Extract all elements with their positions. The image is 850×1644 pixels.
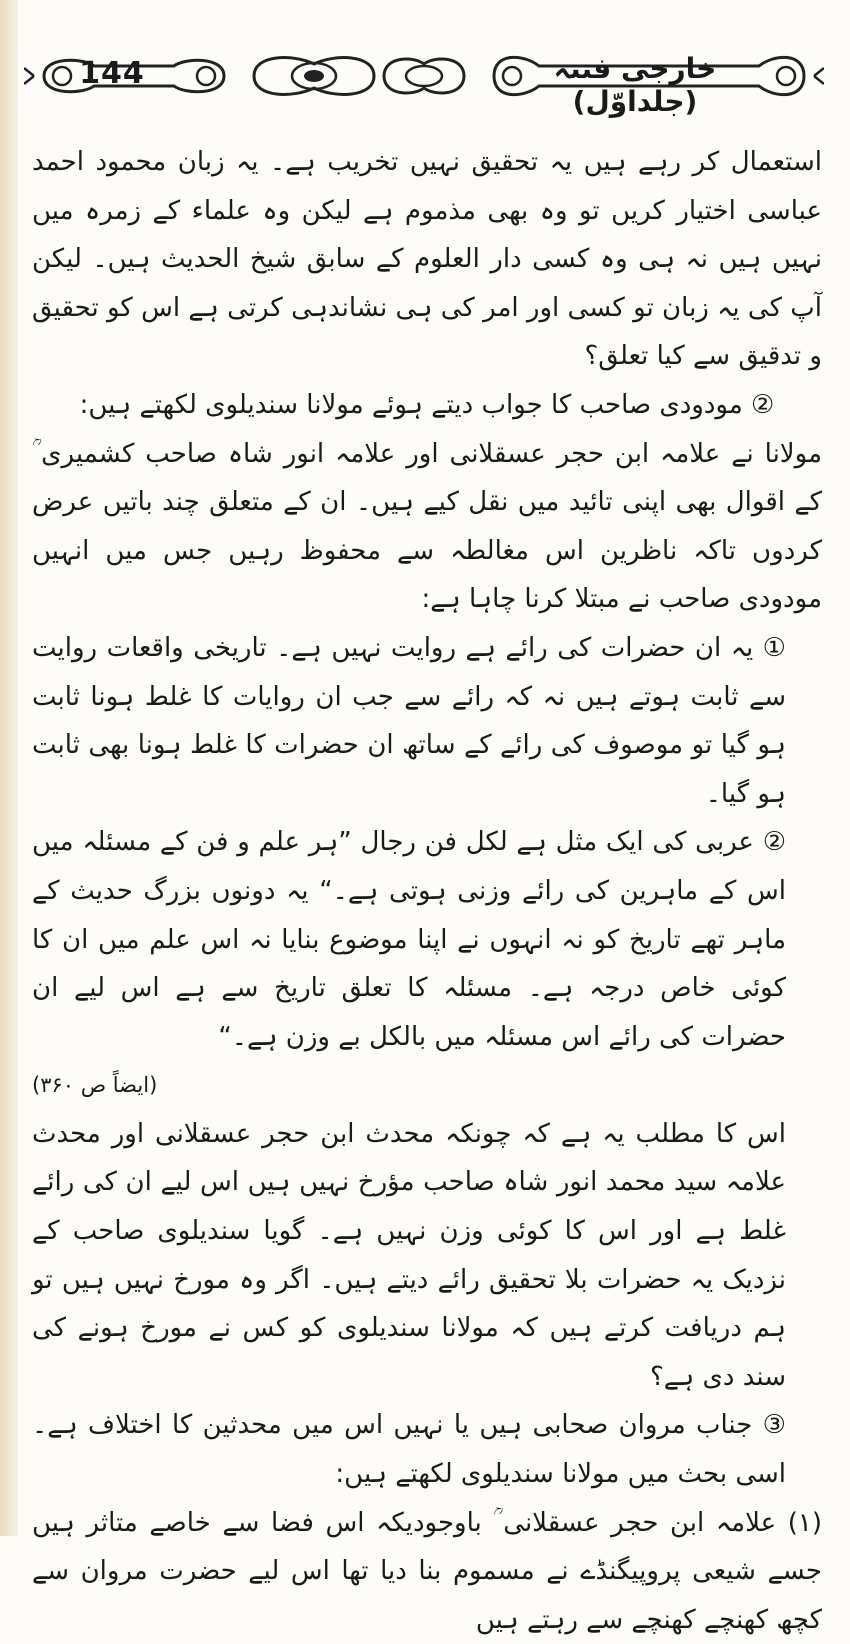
numbered-point: ② عربی کی ایک مثل ہے لکل فن رجال ”ہر علم و فن کے مسئلہ میں اس کے ماہرین کی رائے وزنی ہوتی ہے۔“ یہ دونوں بزرگ حدیث کے ماہر تھے تاریخ کو نہ انہوں نے اپنا موضوع بنایا نہ اس علم میں ان کا کوئی خاص درجہ ہے۔ مسئلہ کا تعلق تاریخ سے ہے اس لیے ان حضرات کی رائے اس مسئلہ میں بالکل بے وزن ہے۔“ [32, 827, 786, 1052]
paragraph: استعمال کر رہے ہیں یہ تحقیق نہیں تخریب ہے۔ یہ زبان محمود احمد عباسی اختیار کریں تو وہ بھی مذموم ہے لیکن وہ علماء کے زمرہ میں نہیں ہیں نہ ہی وہ کسی دار العلوم کے سابق شیخ الحدیث ہیں۔ لیکن آپ کی یہ زبان تو کسی اور امر کی ہی نشاندہی کرتی ہے اس کو تحقیق و تدقیق سے کیا تعلق؟ [32, 147, 822, 372]
numbered-point: ① یہ ان حضرات کی رائے ہے روایت نہیں ہے۔ تاریخی واقعات روایت سے ثابت ہوتے ہیں نہ کہ رائے سے جب ان روایات کا غلط ہونا ثابت ہو گیا تو موصوف کی رائے کے ساتھ ان حضرات کا غلط ہونا بھی ثابت ہو گیا۔ [32, 632, 786, 809]
reference-citation: (ایضاً ص ۳۶۰) [32, 1073, 158, 1098]
running-title: خارجی فتنہ (جلداوّل) [553, 52, 717, 118]
paragraph: اس کا مطلب یہ ہے کہ چونکہ محدث ابن حجر عسقلانی اور محدث علامہ سید محمد انور شاہ صاحب مؤرخ نہیں ہیں اس لیے ان کی رائے غلط ہے اور اس کا کوئی وزن نہیں ہے۔ گویا سندیلوی صاحب کے نزدیک یہ حضرات بلا تحقیق رائے دیتے ہیں۔ اگر وہ مورخ نہیں ہیں تو ہم دریافت کرتے ہیں کہ مولانا سندیلوی کو کس نے مورخ ہونے کی سند دی ہے؟ [32, 1118, 786, 1392]
body-text [32, 138, 822, 1644]
numbered-point: (۱) علامہ ابن حجر عسقلانی ؒ باوجودیکہ اس فضا سے خاصے متاثر ہیں جسے شیعی پروپیگنڈے نے مسموم بنا دیا تھا اس لیے حضرت مروان سے کچھ کھنچے کھنچے سے رہتے ہیں [32, 1507, 822, 1635]
page-edge [0, 0, 18, 1536]
page-number: 144 [79, 56, 145, 91]
paragraph: مولانا نے علامہ ابن حجر عسقلانی اور علامہ انور شاہ صاحب کشمیری ؒ کے اقوال بھی اپنی تائید میں نقل کیے ہیں۔ ان کے متعلق چند باتیں عرض کردوں تاکہ ناظرین اس مغالطہ سے محفوظ رہیں جس میں انہیں مودودی صاحب نے مبتلا کرنا چاہا ہے: [32, 438, 822, 615]
numbered-point: ③ جناب مروان صحابی ہیں یا نہیں اس میں محدثین کا اختلاف ہے۔ اسی بحث میں مولانا سندیلوی لکھتے ہیں: [32, 1410, 786, 1490]
paragraph-heading: ② مودودی صاحب کا جواب دیتے ہوئے مولانا سندیلوی لکھتے ہیں: [79, 389, 775, 420]
